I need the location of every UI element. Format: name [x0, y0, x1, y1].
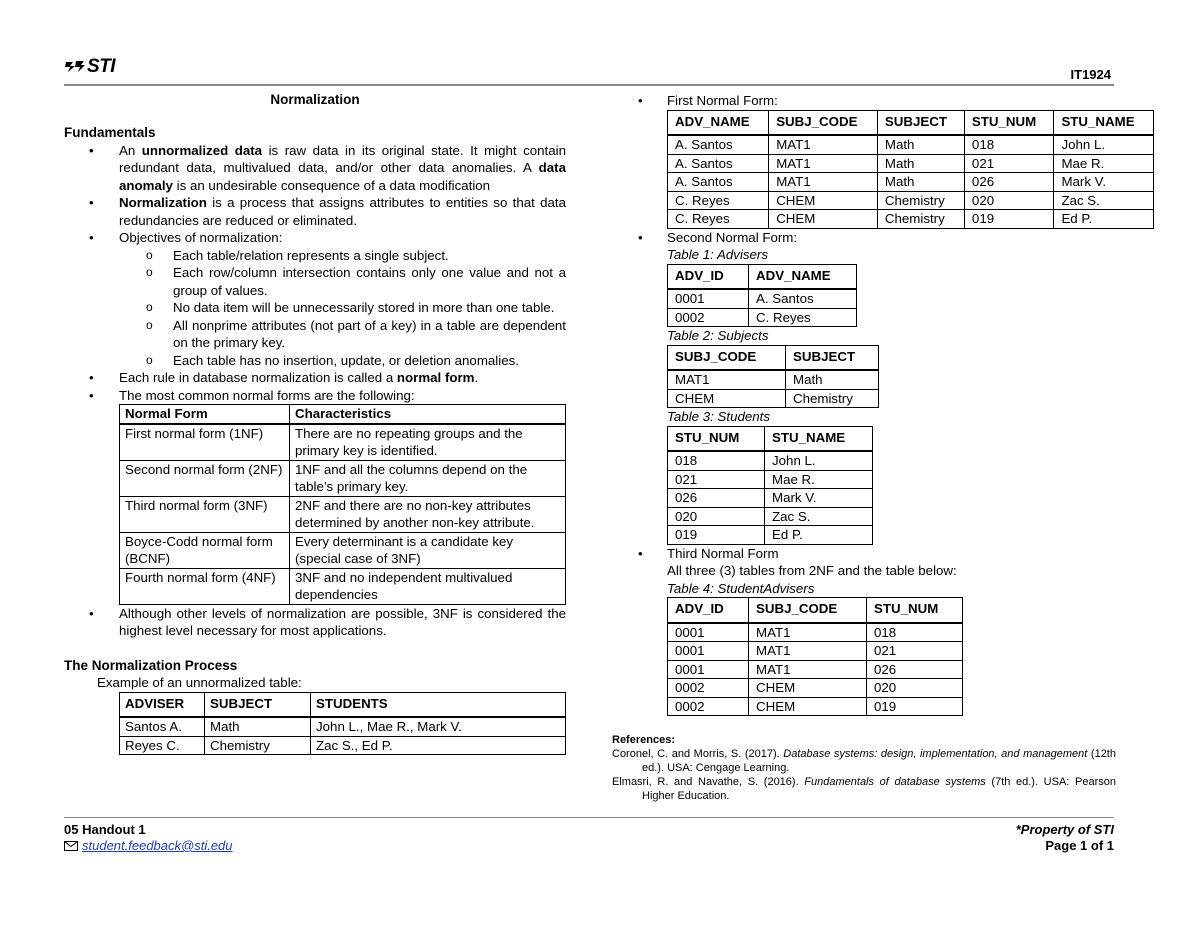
table-cell: 026 — [668, 489, 765, 508]
table-cell: John L. — [765, 451, 873, 470]
list-item: • First Normal Form: — [612, 92, 1116, 110]
table-row — [668, 370, 879, 389]
table-row — [668, 642, 963, 661]
footer-rule — [64, 817, 1114, 818]
table-cell: Chemistry — [877, 210, 964, 229]
email-line — [64, 838, 233, 854]
table-header-row — [120, 692, 566, 717]
fundamentals-list — [64, 142, 566, 247]
first-nf-table — [667, 110, 1154, 229]
column-header: SUBJ_CODE — [749, 598, 867, 623]
table-row — [120, 568, 566, 604]
table-cell: 019 — [668, 526, 765, 545]
list-item — [64, 142, 566, 195]
table-cell: Boyce-Codd normal form (BCNF) — [120, 532, 290, 568]
table-cell: 0001 — [668, 623, 749, 642]
reference-item — [612, 775, 1116, 803]
table-cell: A. Santos — [668, 135, 769, 154]
table-header-row — [668, 345, 879, 370]
table-cell: A. Santos — [668, 154, 769, 173]
references-title: References: — [612, 734, 675, 746]
logo-text: STI — [87, 56, 116, 77]
fundamentals-list-end — [64, 605, 566, 640]
envelope-icon — [64, 841, 78, 851]
doc-code: IT1924 — [1070, 67, 1111, 82]
table-cell: There are no repeating groups and the primary key is identified. — [290, 424, 566, 461]
table-cell: 0002 — [668, 697, 749, 716]
column-header: ADV_ID — [668, 264, 749, 289]
handout-label: 05 Handout 1 — [64, 822, 146, 837]
column-header: ADV_NAME — [749, 264, 857, 289]
table-row — [668, 623, 963, 642]
text: is an undesirable consequence of a data modification — [172, 177, 491, 193]
sti-logo — [64, 56, 115, 78]
table-row — [668, 451, 873, 470]
table-row — [668, 289, 857, 308]
text: The most common normal forms are the following: — [119, 387, 415, 403]
term: Normalization — [119, 195, 207, 210]
table-cell: C. Reyes — [749, 308, 857, 327]
table-cell: CHEM — [749, 679, 867, 698]
text: . — [474, 370, 479, 385]
table-cell: CHEM — [749, 697, 867, 716]
book-title: Fundamentals of database systems — [804, 776, 986, 788]
list-item — [612, 229, 1116, 264]
table-cell: 0002 — [668, 679, 749, 698]
text: Coronel, C. and Morris, S. (2017). — [612, 748, 784, 760]
table-row — [120, 717, 566, 736]
text: (7th ed.). USA: Pearson Higher Education. — [642, 776, 1116, 802]
column-header: STU_NAME — [765, 426, 873, 451]
table-cell: Math — [877, 135, 964, 154]
table-caption: Table 3: Students — [667, 409, 771, 424]
text: Objectives of normalization: — [119, 230, 283, 245]
property-label: *Property of STI — [1015, 822, 1114, 837]
table-cell: Every determinant is a candidate key (special case of 3NF) — [290, 532, 566, 568]
table-cell: Zac S. — [1054, 191, 1154, 210]
student-advisers-table — [667, 597, 963, 716]
term: normal form — [396, 370, 475, 385]
column-header: ADV_NAME — [668, 110, 769, 135]
table-cell: MAT1 — [749, 642, 867, 661]
column-header: STUDENTS — [311, 692, 566, 717]
table-cell: John L., Mae R., Mark V. — [311, 717, 566, 736]
footer-right — [1016, 822, 1114, 854]
list-item: • Although other levels of normalization are possible, 3NF is considered the highest level necessary for most applications. — [64, 605, 566, 640]
text: is raw data in its original state. It might contain redundant data, multivalued data, and/or other data anomalies. A — [119, 142, 566, 175]
table-cell: C. Reyes — [668, 191, 769, 210]
objective-item: o Each table/relation represents a single subject. — [64, 247, 566, 265]
table-cell: Chemistry — [205, 736, 311, 755]
table-cell: C. Reyes — [668, 210, 769, 229]
table-cell: First normal form (1NF) — [120, 424, 290, 461]
right-column — [612, 92, 1135, 716]
text: Elmasri, R. and Navathe, S. (2016). — [612, 776, 805, 788]
table-cell: 2NF and there are no non-key attributes determined by another non-key attribute. — [290, 496, 566, 532]
table-cell: 020 — [668, 507, 765, 526]
column-header: Characteristics — [290, 405, 566, 424]
table-cell: Mae R. — [765, 470, 873, 489]
table-cell: Zac S. — [765, 507, 873, 526]
third-nf-text: All three (3) tables from 2NF and the table below: — [667, 563, 957, 578]
fundamentals-list-cont — [64, 369, 566, 404]
table-cell: MAT1 — [769, 154, 878, 173]
table-cell: Santos A. — [120, 717, 205, 736]
second-nf-label: • Second Normal Form: — [667, 229, 798, 245]
advisers-table — [667, 264, 857, 328]
table-cell: Reyes C. — [120, 736, 205, 755]
left-column — [64, 124, 566, 755]
column-header: ADVISER — [120, 692, 205, 717]
table-cell: 020 — [867, 679, 963, 698]
list-item — [64, 387, 566, 405]
column-header: Normal Form — [120, 405, 290, 424]
table-cell: Math — [786, 370, 879, 389]
table-cell: CHEM — [769, 210, 878, 229]
table-header-row — [120, 405, 566, 424]
table-row — [668, 489, 873, 508]
column-header: SUBJECT — [205, 692, 311, 717]
table-row — [120, 532, 566, 568]
table-row — [120, 736, 566, 755]
table-cell: MAT1 — [749, 623, 867, 642]
table-cell: John L. — [1054, 135, 1154, 154]
email-link[interactable]: student.feedback@sti.edu — [82, 838, 233, 853]
table-cell: Mark V. — [1054, 173, 1154, 192]
list-item — [64, 229, 566, 247]
table-cell: 0001 — [668, 289, 749, 308]
table-cell: 3NF and no independent multivalued dependencies — [290, 568, 566, 604]
list-item — [612, 545, 1116, 598]
header-rule — [64, 84, 1114, 86]
table-cell: 0001 — [668, 642, 749, 661]
objectives-list — [64, 247, 566, 370]
column-header: SUBJ_CODE — [769, 110, 878, 135]
objective-item: o All nonprime attributes (not part of a key) in a table are dependent on the primary key. — [64, 317, 566, 352]
table-cell: 1NF and all the columns depend on the table’s primary key. — [290, 460, 566, 496]
table-header-row — [668, 598, 963, 623]
sti-emblem-icon — [64, 59, 86, 73]
table-row — [668, 210, 1154, 229]
table-row — [668, 389, 879, 408]
table-caption: Table 1: Advisers — [667, 247, 769, 262]
objective-item: o Each row/column intersection contains only one value and not a group of values. — [64, 264, 566, 299]
text: (12th ed.). USA: Cengage Learning. — [642, 748, 1116, 774]
book-title: Database systems: design, implementation, and management — [783, 748, 1088, 760]
table-row — [120, 460, 566, 496]
table-cell: MAT1 — [749, 660, 867, 679]
table-cell: Math — [205, 717, 311, 736]
table-cell: Second normal form (2NF) — [120, 460, 290, 496]
table-cell: Zac S., Ed P. — [311, 736, 566, 755]
table-row — [668, 154, 1154, 173]
table-header-row — [668, 110, 1154, 135]
table-header-row — [668, 426, 873, 451]
table-cell: CHEM — [668, 389, 786, 408]
objective-item: o Each table has no insertion, update, or deletion anomalies. — [64, 352, 566, 370]
reference-item — [612, 747, 1116, 775]
unnormalized-table — [119, 692, 566, 756]
column-header: SUBJ_CODE — [668, 345, 786, 370]
table-row — [668, 135, 1154, 154]
objective-item: o No data item will be unnecessarily stored in more than one table. — [64, 299, 566, 317]
table-cell: 020 — [964, 191, 1054, 210]
references-heading — [612, 733, 1116, 747]
column-header: STU_NUM — [668, 426, 765, 451]
forms-list — [612, 92, 1116, 110]
students-table — [667, 426, 873, 545]
table-cell: 026 — [867, 660, 963, 679]
table-cell: Math — [877, 173, 964, 192]
forms-list — [612, 545, 1116, 598]
forms-list — [612, 229, 1116, 264]
page-title: Normalization — [270, 92, 360, 107]
table-cell: 021 — [964, 154, 1054, 173]
term: data anomaly — [119, 160, 566, 193]
table-row — [668, 191, 1154, 210]
column-header: SUBJECT — [877, 110, 964, 135]
term: unnormalized data — [141, 142, 263, 158]
footer-left — [64, 822, 233, 854]
table-row — [668, 526, 873, 545]
table-cell: Chemistry — [877, 191, 964, 210]
table-row — [668, 507, 873, 526]
table-cell: Third normal form (3NF) — [120, 496, 290, 532]
column-header: STU_NUM — [867, 598, 963, 623]
table-cell: MAT1 — [668, 370, 786, 389]
column-header: STU_NUM — [964, 110, 1054, 135]
column-header: ADV_ID — [668, 598, 749, 623]
table-cell: 026 — [964, 173, 1054, 192]
table-cell: 0002 — [668, 308, 749, 327]
table-cell: Ed P. — [1054, 210, 1154, 229]
subjects-table — [667, 345, 879, 409]
normal-forms-table — [119, 404, 566, 605]
table-cell: 019 — [964, 210, 1054, 229]
table-cell: 021 — [867, 642, 963, 661]
fundamentals-heading: Fundamentals — [64, 125, 156, 140]
table-row — [120, 496, 566, 532]
table-row — [668, 173, 1154, 192]
table-cell: 021 — [668, 470, 765, 489]
table-cell: A. Santos — [668, 173, 769, 192]
process-heading: The Normalization Process — [64, 657, 238, 673]
table-row — [668, 679, 963, 698]
references — [612, 733, 1116, 803]
text: An — [119, 142, 142, 158]
table-caption: Table 2: Subjects — [667, 328, 769, 343]
table-cell: 018 — [964, 135, 1054, 154]
table-row — [668, 308, 857, 327]
table-row — [668, 470, 873, 489]
column-header: STU_NAME — [1054, 110, 1154, 135]
list-item — [64, 194, 566, 229]
table-cell: 018 — [668, 451, 765, 470]
table-header-row — [668, 264, 857, 289]
column-header: SUBJECT — [786, 345, 879, 370]
table-cell: 019 — [867, 697, 963, 716]
table-cell: Chemistry — [786, 389, 879, 408]
page-number: Page 1 of 1 — [1045, 838, 1114, 853]
table-caption: Table 4: StudentAdvisers — [667, 580, 815, 596]
third-nf-label: • Third Normal Form — [667, 545, 779, 561]
table-cell: 0001 — [668, 660, 749, 679]
table-cell: MAT1 — [769, 135, 878, 154]
text: is a process that assigns attributes to entities so that data redundancies are reduced or eliminated. — [119, 195, 566, 228]
list-item — [64, 369, 566, 387]
table-cell: Mae R. — [1054, 154, 1154, 173]
table-cell: Ed P. — [765, 526, 873, 545]
table-cell: Math — [877, 154, 964, 173]
example-label: Example of an unnormalized table: — [97, 675, 302, 690]
table-row — [668, 697, 963, 716]
table-cell: Mark V. — [765, 489, 873, 508]
table-cell: Fourth normal form (4NF) — [120, 568, 290, 604]
table-row — [668, 660, 963, 679]
table-cell: MAT1 — [769, 173, 878, 192]
table-cell: A. Santos — [749, 289, 857, 308]
table-cell: CHEM — [769, 191, 878, 210]
text: Each rule in database normalization is called a — [119, 370, 397, 385]
table-cell: 018 — [867, 623, 963, 642]
table-row — [120, 424, 566, 461]
